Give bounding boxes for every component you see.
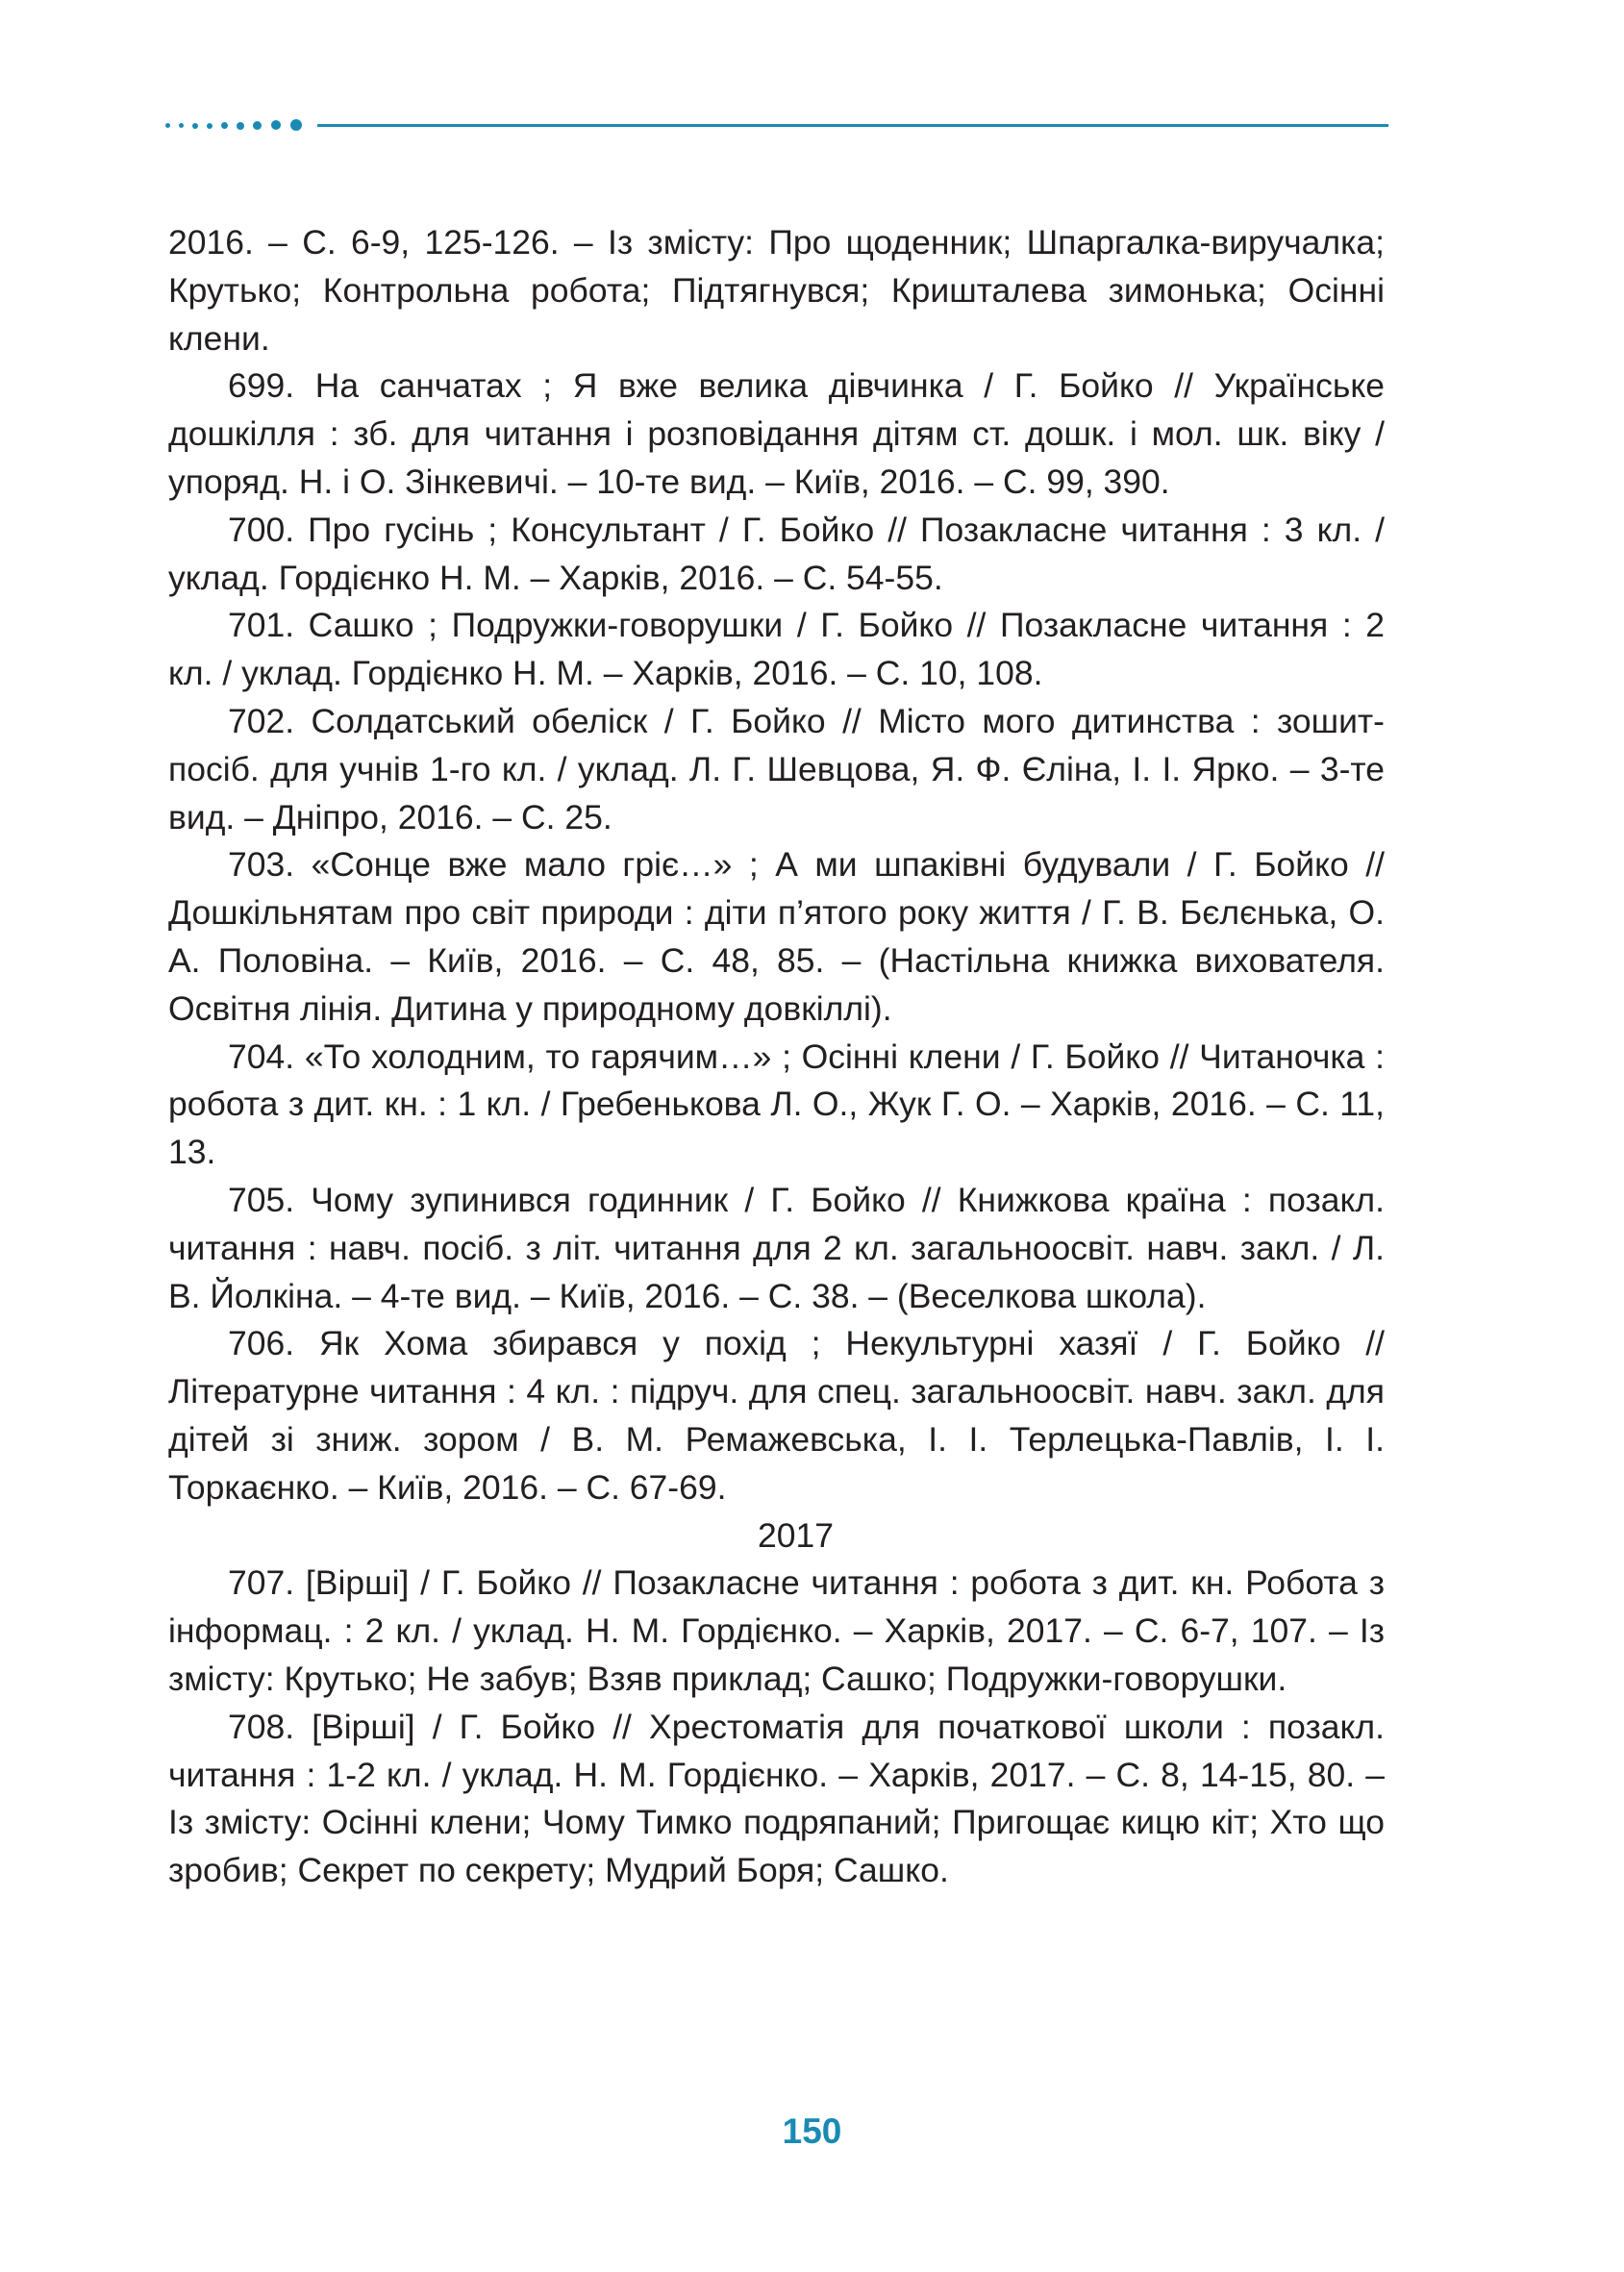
entry-708: 708. [Вірші] / Г. Бойко // Хрестоматія для початкової школи : позакл. читання : 1-2 кл. / уклад. Н. М. Гордієнко. – Харків, 2017. – С. 8, 14-15, 80. – Із змісту: Осінні клени; Чому Тимко подряпаний; Пригощає кицю кіт; Хто що зробив; Секрет по секрету; Мудрий Боря; Сашко. xyxy=(168,1707,1385,1890)
rule-dot xyxy=(253,121,262,130)
rule-dot xyxy=(192,123,198,129)
entry-701: 701. Сашко ; Подружки-говорушки / Г. Бойко // Позакласне читання : 2 кл. / уклад. Гордієнко Н. М. – Харків, 2016. – С. 10, 108. xyxy=(168,606,1385,693)
entry-707: 707. [Вірші] / Г. Бойко // Позакласне читання : робота з дит. кн. Робота з інформац. : 2 кл. / уклад. Н. М. Гордієнко. – Харків, 2017. – С. 6-7, 107. – Із змісту: Крутько; Не забув; Взяв приклад; Сашко; Подружки-говорушки. xyxy=(168,1563,1385,1698)
page-number: 150 xyxy=(782,2111,842,2151)
rule-dot xyxy=(237,122,244,130)
rule-dot xyxy=(179,123,184,128)
rule-dot xyxy=(221,122,228,129)
rule-line xyxy=(317,124,1388,127)
entry-continuation: 2016. – С. 6-9, 125-126. – Із змісту: Про щоденник; Шпаргалка-виручалка; Крутько; Контрольна робота; Підтягнувся; Кришталева зимонька; Осінні клени. xyxy=(168,223,1385,358)
entry-702: 702. Солдатський обеліск / Г. Бойко // Місто мого дитинства : зошит-посіб. для учнів 1-го кл. / уклад. Л. Г. Шевцова, Я. Ф. Єліна, І. І. Ярко. – 3-те вид. – Дніпро, 2016. – С. 25. xyxy=(168,701,1385,836)
rule-dot xyxy=(271,120,281,130)
entry-705: 705. Чому зупинився годинник / Г. Бойко // Книжкова країна : позакл. читання : навч. посіб. з літ. читання для 2 кл. загальноосвіт. навч. закл. / Л. В. Йолкіна. – 4-те вид. – Київ, 2016. – С. 38. – (Веселкова школа). xyxy=(168,1180,1385,1315)
header-dotted-rule xyxy=(165,115,1388,135)
year-heading: 2017 xyxy=(758,1515,834,1555)
entry-704: 704. «То холодним, то гарячим…» ; Осінні клени / Г. Бойко // Читаночка : робота з дит. кн. : 1 кл. / Гребенькова Л. О., Жук Г. О. – Харків, 2016. – С. 11, 13. xyxy=(168,1036,1385,1172)
rule-dot xyxy=(290,119,302,131)
entry-699: 699. На санчатах ; Я вже велика дівчинка / Г. Бойко // Українське дошкілля : зб. для читання і розповідання дітям ст. дошк. і мол. шк. віку / упоряд. Н. і О. Зінкевичі. – 10-те вид. – Київ, 2016. – С. 99, 390. xyxy=(168,366,1385,501)
rule-dot xyxy=(165,123,170,128)
entry-706: 706. Як Хома збирався у похід ; Некультурні хазяї / Г. Бойко // Літературне читання : 4 кл. : підруч. для спец. загальноосвіт. навч. закл. для дітей зі зниж. зором / В. М. Ремажевська, І. І. Терлецька-Павлів, І. І. Торкаєнко. – Київ, 2016. – С. 67-69. xyxy=(168,1324,1385,1507)
bibliography-list xyxy=(168,219,1385,1895)
rule-dot xyxy=(207,123,212,129)
entry-700: 700. Про гусінь ; Консультант / Г. Бойко // Позакласне читання : 3 кл. / уклад. Гордієнко Н. М. – Харків, 2016. – С. 54-55. xyxy=(168,510,1385,597)
entry-703: 703. «Сонце вже мало гріє…» ; А ми шпаківні будували / Г. Бойко // Дошкільнятам про світ природи : діти п’ятого року життя / Г. В. Бєлєнька, О. А. Половіна. – Київ, 2016. – С. 48, 85. – (Настільна книжка вихователя. Освітня лінія. Дитина у природному довкіллі). xyxy=(168,845,1385,1028)
